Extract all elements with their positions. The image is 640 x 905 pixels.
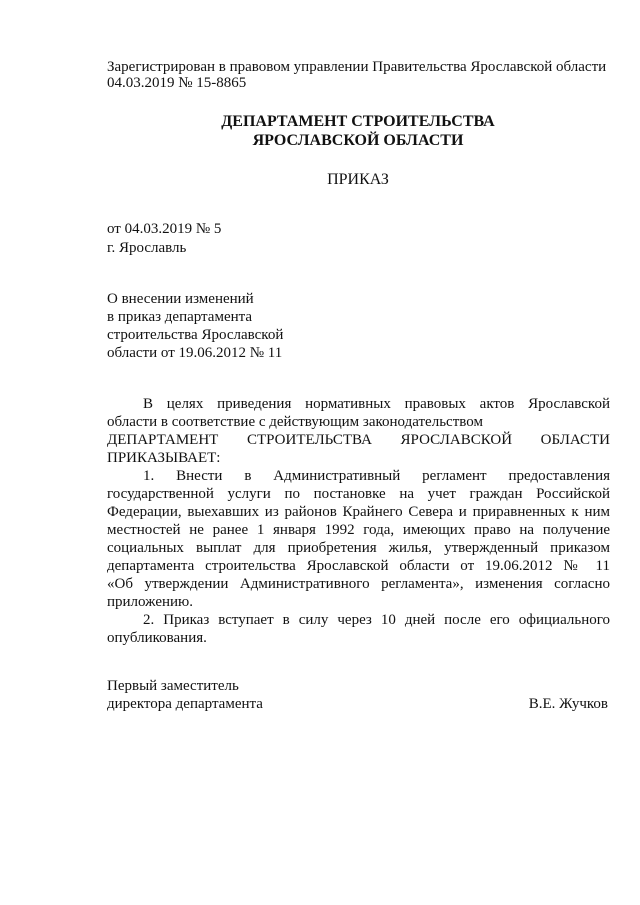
item-1-line: «Об утверждении Административного регламента», изменения согласно (107, 576, 610, 592)
item-1-line: приложению. (107, 594, 194, 610)
document-city: г. Ярославль (107, 240, 187, 256)
registration-line-1: Зарегистрирован в правовом управлении Правительства Ярославской области (107, 59, 607, 75)
item-1-line: департамента строительства Ярославской области от 19.06.2012 № 11 (107, 558, 610, 574)
document-date-number: от 04.03.2019 № 5 (107, 221, 222, 237)
org-name-line-1: ДЕПАРТАМЕНТ СТРОИТЕЛЬСТВА (221, 113, 495, 130)
item-1-line: социальных выплат для приобретения жилья, утвержденный приказом (107, 540, 610, 556)
subject-line: области от 19.06.2012 № 11 (107, 345, 283, 361)
item-1-line: 1. Внести в Административный регламент предоставления (143, 468, 610, 484)
item-2-line: опубликования. (107, 630, 207, 646)
preamble-line: ПРИКАЗЫВАЕТ: (107, 450, 221, 466)
preamble-line: В целях приведения нормативных правовых актов Ярославской (143, 396, 610, 412)
item-1-line: Федерации, выехавших из районов Крайнего Севера и приравненных к ним (107, 504, 610, 520)
subject-line: строительства Ярославской (107, 327, 284, 343)
preamble-line: области в соответствие с действующим законодательством (107, 414, 483, 430)
item-2-line: 2. Приказ вступает в силу через 10 дней после его официального (143, 612, 610, 628)
document-type: ПРИКАЗ (327, 171, 389, 188)
item-1-line: местностей не ранее 1 января 1992 года, имеющих право на получение (107, 522, 610, 538)
org-name-line-2: ЯРОСЛАВСКОЙ ОБЛАСТИ (252, 132, 464, 149)
registration-line-2: 04.03.2019 № 15-8865 (107, 75, 247, 91)
signatory-name: В.Е. Жучков (528, 696, 608, 712)
item-1-line: государственной услуги по постановке на учет граждан Российской (107, 486, 610, 502)
signatory-position-line-1: Первый заместитель (107, 678, 239, 694)
subject-line: в приказ департамента (107, 309, 253, 325)
preamble-line: ДЕПАРТАМЕНТ СТРОИТЕЛЬСТВА ЯРОСЛАВСКОЙ ОБЛАСТИ (107, 432, 610, 448)
subject-line: О внесении изменений (107, 291, 254, 307)
signatory-position-line-2: директора департамента (107, 696, 263, 712)
